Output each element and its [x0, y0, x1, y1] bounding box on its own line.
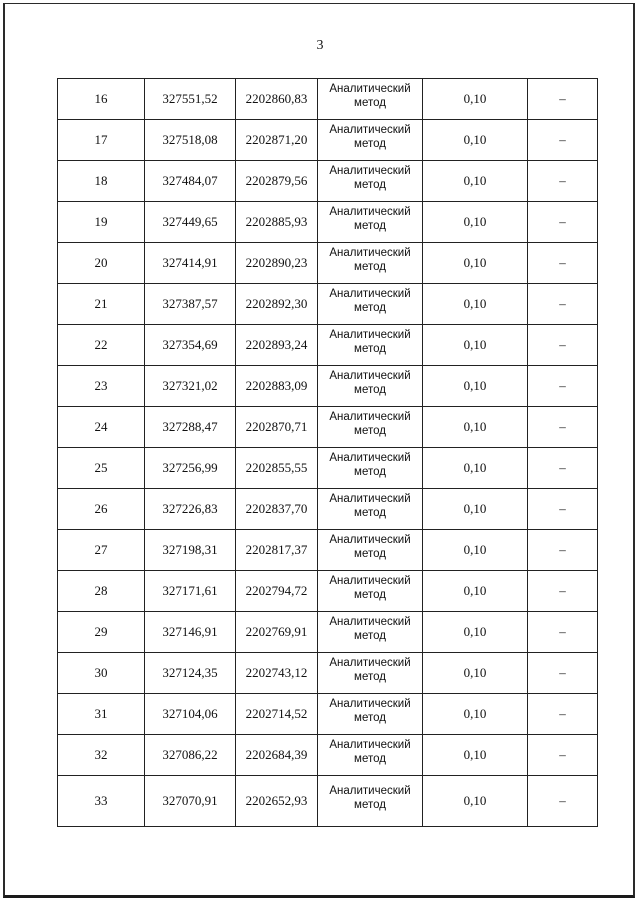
method-line1: Аналитический — [329, 370, 411, 382]
accuracy-cell: 0,10 — [423, 366, 528, 407]
method-line2: метод — [354, 261, 386, 273]
point-number-cell: 18 — [58, 161, 145, 202]
y-coordinate-cell: 2202883,09 — [236, 366, 318, 407]
method-cell — [318, 612, 423, 653]
x-coordinate-cell: 327354,69 — [145, 325, 236, 366]
coordinates-table — [57, 78, 598, 827]
accuracy-cell: 0,10 — [423, 161, 528, 202]
method-line2: метод — [354, 753, 386, 765]
method-line1: Аналитический — [329, 165, 411, 177]
table-row — [58, 776, 598, 827]
note-cell: – — [528, 120, 598, 161]
method-cell — [318, 694, 423, 735]
table-row — [58, 735, 598, 776]
method-line1: Аналитический — [329, 124, 411, 136]
y-coordinate-cell: 2202684,39 — [236, 735, 318, 776]
x-coordinate-cell: 327070,91 — [145, 776, 236, 827]
y-coordinate-cell: 2202860,83 — [236, 79, 318, 120]
table-row — [58, 366, 598, 407]
method-cell — [318, 735, 423, 776]
note-cell: – — [528, 735, 598, 776]
y-coordinate-cell: 2202893,24 — [236, 325, 318, 366]
method-cell — [318, 407, 423, 448]
point-number-cell: 19 — [58, 202, 145, 243]
accuracy-cell: 0,10 — [423, 776, 528, 827]
accuracy-cell: 0,10 — [423, 243, 528, 284]
note-cell: – — [528, 448, 598, 489]
accuracy-cell: 0,10 — [423, 79, 528, 120]
y-coordinate-cell: 2202890,23 — [236, 243, 318, 284]
method-line2: метод — [354, 179, 386, 191]
note-cell: – — [528, 489, 598, 530]
point-number-cell: 22 — [58, 325, 145, 366]
point-number-cell: 16 — [58, 79, 145, 120]
y-coordinate-cell: 2202794,72 — [236, 571, 318, 612]
method-line2: метод — [354, 630, 386, 642]
table-row — [58, 161, 598, 202]
method-cell — [318, 202, 423, 243]
y-coordinate-cell: 2202769,91 — [236, 612, 318, 653]
method-line2: метод — [354, 548, 386, 560]
method-cell — [318, 161, 423, 202]
accuracy-cell: 0,10 — [423, 284, 528, 325]
y-coordinate-cell: 2202652,93 — [236, 776, 318, 827]
x-coordinate-cell: 327518,08 — [145, 120, 236, 161]
table-row — [58, 243, 598, 284]
x-coordinate-cell: 327198,31 — [145, 530, 236, 571]
method-cell — [318, 776, 423, 827]
x-coordinate-cell: 327484,07 — [145, 161, 236, 202]
note-cell: – — [528, 571, 598, 612]
x-coordinate-cell: 327551,52 — [145, 79, 236, 120]
table-row — [58, 612, 598, 653]
method-cell — [318, 243, 423, 284]
accuracy-cell: 0,10 — [423, 325, 528, 366]
y-coordinate-cell: 2202870,71 — [236, 407, 318, 448]
method-line2: метод — [354, 138, 386, 150]
accuracy-cell: 0,10 — [423, 694, 528, 735]
point-number-cell: 23 — [58, 366, 145, 407]
method-cell — [318, 530, 423, 571]
table-row — [58, 284, 598, 325]
note-cell: – — [528, 653, 598, 694]
table-row — [58, 202, 598, 243]
note-cell: – — [528, 694, 598, 735]
accuracy-cell: 0,10 — [423, 571, 528, 612]
x-coordinate-cell: 327104,06 — [145, 694, 236, 735]
method-line1: Аналитический — [329, 616, 411, 628]
table-row — [58, 325, 598, 366]
method-line2: метод — [354, 466, 386, 478]
accuracy-cell: 0,10 — [423, 448, 528, 489]
y-coordinate-cell: 2202885,93 — [236, 202, 318, 243]
point-number-cell: 33 — [58, 776, 145, 827]
x-coordinate-cell: 327146,91 — [145, 612, 236, 653]
method-line2: метод — [354, 220, 386, 232]
method-line1: Аналитический — [329, 785, 411, 797]
accuracy-cell: 0,10 — [423, 202, 528, 243]
method-line1: Аналитический — [329, 329, 411, 341]
y-coordinate-cell: 2202743,12 — [236, 653, 318, 694]
method-line2: метод — [354, 425, 386, 437]
method-line1: Аналитический — [329, 247, 411, 259]
method-line2: метод — [354, 589, 386, 601]
method-line2: метод — [354, 343, 386, 355]
table-row — [58, 489, 598, 530]
coordinates-table-body — [58, 79, 598, 827]
point-number-cell: 32 — [58, 735, 145, 776]
method-cell — [318, 284, 423, 325]
note-cell: – — [528, 612, 598, 653]
accuracy-cell: 0,10 — [423, 735, 528, 776]
method-cell — [318, 653, 423, 694]
method-line1: Аналитический — [329, 83, 411, 95]
note-cell: – — [528, 202, 598, 243]
method-line1: Аналитический — [329, 657, 411, 669]
point-number-cell: 31 — [58, 694, 145, 735]
accuracy-cell: 0,10 — [423, 489, 528, 530]
method-cell — [318, 489, 423, 530]
accuracy-cell: 0,10 — [423, 612, 528, 653]
table-row — [58, 653, 598, 694]
point-number-cell: 28 — [58, 571, 145, 612]
method-line2: метод — [354, 507, 386, 519]
x-coordinate-cell: 327414,91 — [145, 243, 236, 284]
note-cell: – — [528, 161, 598, 202]
point-number-cell: 29 — [58, 612, 145, 653]
page-number: 3 — [316, 38, 324, 53]
point-number-cell: 24 — [58, 407, 145, 448]
point-number-cell: 21 — [58, 284, 145, 325]
x-coordinate-cell: 327171,61 — [145, 571, 236, 612]
table-row — [58, 120, 598, 161]
x-coordinate-cell: 327226,83 — [145, 489, 236, 530]
x-coordinate-cell: 327387,57 — [145, 284, 236, 325]
accuracy-cell: 0,10 — [423, 653, 528, 694]
accuracy-cell: 0,10 — [423, 120, 528, 161]
method-cell — [318, 571, 423, 612]
method-line1: Аналитический — [329, 575, 411, 587]
method-line1: Аналитический — [329, 493, 411, 505]
method-line1: Аналитический — [329, 288, 411, 300]
x-coordinate-cell: 327086,22 — [145, 735, 236, 776]
y-coordinate-cell: 2202817,37 — [236, 530, 318, 571]
y-coordinate-cell: 2202892,30 — [236, 284, 318, 325]
x-coordinate-cell: 327288,47 — [145, 407, 236, 448]
method-cell — [318, 325, 423, 366]
method-line2: метод — [354, 671, 386, 683]
note-cell: – — [528, 407, 598, 448]
table-row — [58, 571, 598, 612]
point-number-cell: 27 — [58, 530, 145, 571]
note-cell: – — [528, 243, 598, 284]
point-number-cell: 25 — [58, 448, 145, 489]
point-number-cell: 17 — [58, 120, 145, 161]
note-cell: – — [528, 284, 598, 325]
table-row — [58, 448, 598, 489]
table-row — [58, 694, 598, 735]
method-line1: Аналитический — [329, 452, 411, 464]
point-number-cell: 20 — [58, 243, 145, 284]
method-cell — [318, 79, 423, 120]
note-cell: – — [528, 366, 598, 407]
method-line2: метод — [354, 97, 386, 109]
method-line1: Аналитический — [329, 534, 411, 546]
x-coordinate-cell: 327449,65 — [145, 202, 236, 243]
method-cell — [318, 120, 423, 161]
x-coordinate-cell: 327124,35 — [145, 653, 236, 694]
y-coordinate-cell: 2202714,52 — [236, 694, 318, 735]
y-coordinate-cell: 2202879,56 — [236, 161, 318, 202]
table-row — [58, 407, 598, 448]
method-line1: Аналитический — [329, 411, 411, 423]
method-cell — [318, 448, 423, 489]
method-line1: Аналитический — [329, 698, 411, 710]
accuracy-cell: 0,10 — [423, 530, 528, 571]
point-number-cell: 26 — [58, 489, 145, 530]
method-line1: Аналитический — [329, 206, 411, 218]
note-cell: – — [528, 79, 598, 120]
method-line2: метод — [354, 799, 386, 811]
table-row — [58, 79, 598, 120]
note-cell: – — [528, 530, 598, 571]
note-cell: – — [528, 325, 598, 366]
y-coordinate-cell: 2202871,20 — [236, 120, 318, 161]
note-cell: – — [528, 776, 598, 827]
point-number-cell: 30 — [58, 653, 145, 694]
accuracy-cell: 0,10 — [423, 407, 528, 448]
x-coordinate-cell: 327321,02 — [145, 366, 236, 407]
table-row — [58, 530, 598, 571]
method-cell — [318, 366, 423, 407]
method-line2: метод — [354, 384, 386, 396]
method-line1: Аналитический — [329, 739, 411, 751]
y-coordinate-cell: 2202855,55 — [236, 448, 318, 489]
y-coordinate-cell: 2202837,70 — [236, 489, 318, 530]
method-line2: метод — [354, 302, 386, 314]
x-coordinate-cell: 327256,99 — [145, 448, 236, 489]
method-line2: метод — [354, 712, 386, 724]
